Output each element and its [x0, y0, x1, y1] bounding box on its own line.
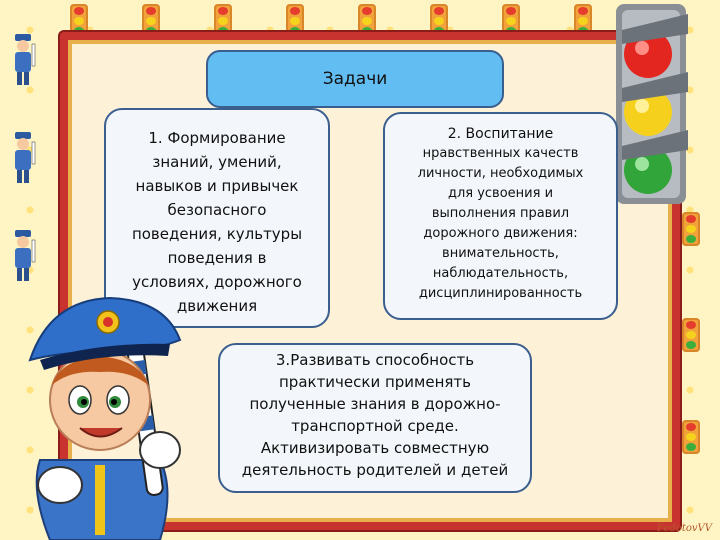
task-3-line: полученные знания в дорожно-	[249, 395, 501, 413]
task-3-line: Активизировать совместную	[260, 439, 490, 457]
task-3-line: транспортной среде.	[291, 417, 459, 435]
title-panel	[206, 50, 504, 108]
big-traffic-light-icon	[608, 4, 720, 204]
task-1-line: поведения в	[167, 249, 267, 267]
task-1-line: 1. Формирование	[148, 129, 286, 147]
traffic-light-icon	[682, 318, 700, 352]
task-3-panel	[218, 343, 532, 493]
task-2-line: личности, необходимых	[417, 166, 584, 181]
task-1-line: безопасного	[167, 201, 267, 219]
policeman-icon	[6, 228, 40, 284]
policeman-icon	[6, 32, 40, 88]
traffic-officer-boy-illustration	[0, 290, 215, 540]
author-signature: FedotovVV	[657, 523, 712, 534]
task-2-line: нравственных качеств	[422, 146, 579, 161]
task-1-line: навыков и привычек	[135, 177, 299, 195]
task-2-line: наблюдательность,	[432, 266, 569, 281]
task-2-line: выполнения правил	[431, 206, 570, 221]
task-1-line: поведения, культуры	[131, 225, 303, 243]
task-3-line: деятельность родителей и детей	[241, 461, 509, 479]
task-1-line: знаний, умений,	[152, 153, 282, 171]
task-2-line: внимательность,	[442, 246, 559, 261]
task-2-line: дисциплинированность	[418, 286, 583, 301]
policeman-icon	[6, 130, 40, 186]
task-3-line: 3.Развивать способность	[275, 351, 475, 369]
traffic-light-icon	[682, 420, 700, 454]
task-2-line: 2. Воспитание	[447, 126, 554, 142]
task-3-line: практически применять	[278, 373, 471, 391]
traffic-light-icon	[682, 212, 700, 246]
page-title: Задачи	[322, 69, 388, 89]
task-1-line: движения	[176, 297, 258, 315]
task-2-panel	[383, 112, 618, 320]
task-2-line: дорожного движения:	[423, 226, 578, 241]
task-2-line: для усвоения и	[447, 186, 554, 201]
task-1-line: условиях, дорожного	[132, 273, 302, 291]
